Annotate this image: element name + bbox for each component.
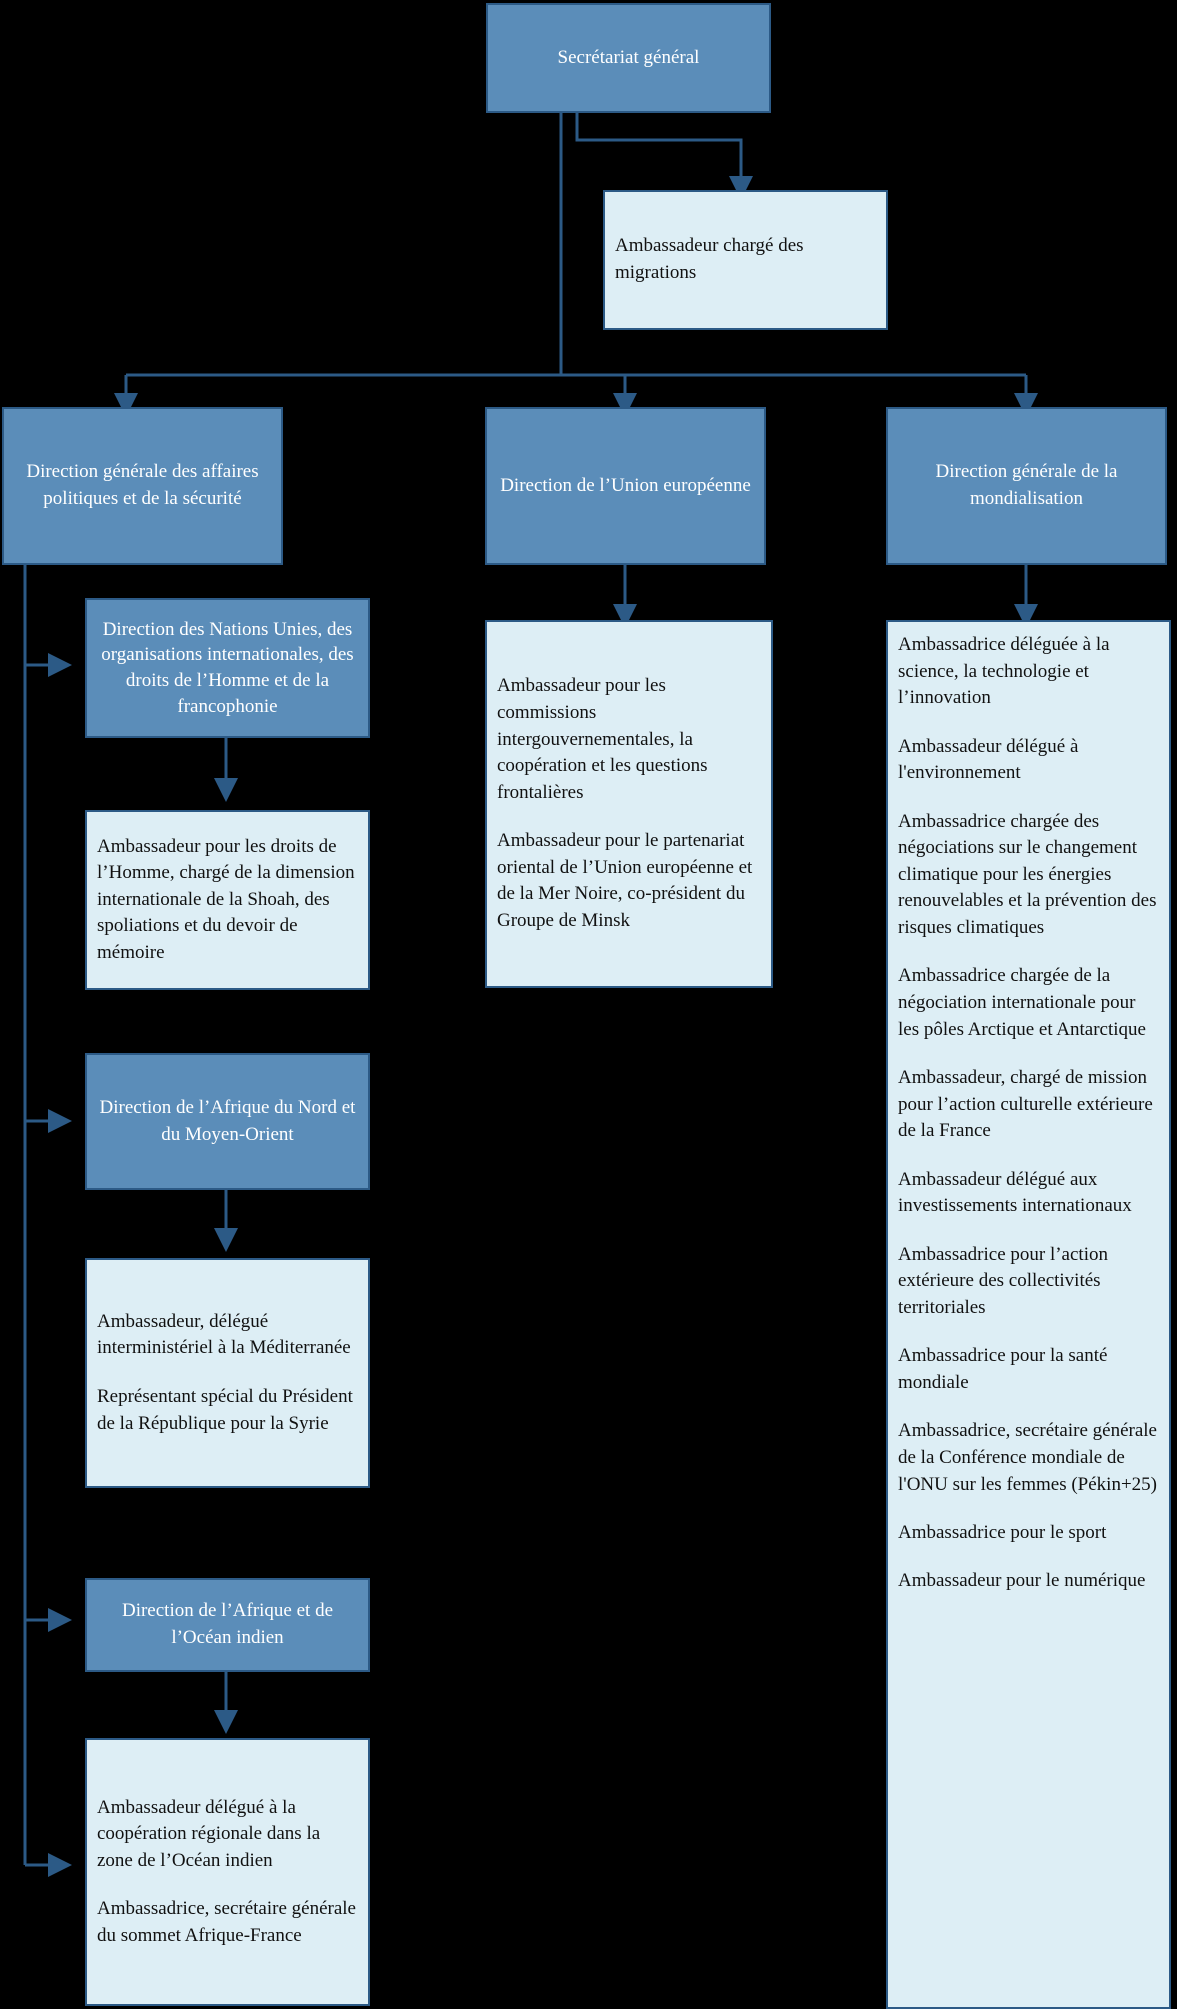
node-paragraph: Ambassadeur délégué aux investissements internationaux bbox=[898, 1168, 1132, 1217]
node-ambassadeurs-mediterranee[interactable] bbox=[85, 1258, 370, 1488]
node-ambassadeurs-union-europeenne[interactable] bbox=[485, 620, 773, 988]
node-direction-union-europeenne[interactable] bbox=[485, 407, 766, 565]
node-label: Secrétariat général bbox=[557, 47, 700, 69]
node-paragraphs bbox=[87, 1795, 368, 1950]
node-paragraphs bbox=[487, 673, 771, 934]
node-ambassadeurs-ocean-indien[interactable] bbox=[85, 1738, 370, 2006]
node-paragraphs bbox=[888, 622, 1169, 1595]
node-label: Direction de l’Union européenne bbox=[500, 474, 751, 496]
node-paragraphs bbox=[87, 1309, 368, 1437]
node-paragraph: Ambassadeur pour les commissions intergouvernementales, la coopération et les questions frontalières bbox=[497, 675, 708, 803]
node-paragraph: Ambassadrice, secrétaire générale du sommet Afrique-France bbox=[97, 1898, 356, 1946]
node-label: Ambassadeur pour les droits de l’Homme, chargé de la dimension internationale de la Shoah, des spoliations et du devoir de mémoire bbox=[97, 835, 355, 963]
node-paragraph: Ambassadeur délégué à la coopération régionale dans la zone de l’Océan indien bbox=[97, 1796, 321, 1871]
node-direction-nations-unies[interactable] bbox=[85, 598, 370, 738]
node-paragraph: Ambassadeur, délégué interministériel à la Méditerranée bbox=[97, 1310, 351, 1359]
node-paragraph: Ambassadrice, secrétaire générale de la Conférence mondiale de l'ONU sur les femmes (Pékin+25) bbox=[898, 1420, 1157, 1495]
node-paragraph: Ambassadrice pour la santé mondiale bbox=[898, 1345, 1108, 1393]
node-paragraph: Ambassadrice pour le sport bbox=[898, 1522, 1107, 1544]
node-paragraph: Ambassadeur pour le partenariat oriental de l’Union européenne et de la Mer Noire, co-président du Groupe de Minsk bbox=[497, 830, 753, 931]
node-label: Direction de l’Afrique du Nord et du Moyen-Orient bbox=[99, 1096, 356, 1145]
node-paragraph: Ambassadrice chargée de la négociation internationale pour les pôles Arctique et Antarctique bbox=[898, 965, 1146, 1040]
node-ambassadeurs-mondialisation[interactable] bbox=[886, 620, 1171, 2009]
node-direction-afrique-ocean-indien[interactable] bbox=[85, 1578, 370, 1672]
node-direction-afrique-nord[interactable] bbox=[85, 1053, 370, 1190]
node-label: Direction générale des affaires politiques et de la sécurité bbox=[26, 461, 259, 509]
node-paragraph: Représentant spécial du Président de la République pour la Syrie bbox=[97, 1385, 353, 1434]
node-label: Direction de l’Afrique et de l’Océan indien bbox=[121, 1600, 334, 1648]
node-paragraph: Ambassadeur pour le numérique bbox=[898, 1570, 1146, 1592]
node-dg-mondialisation[interactable] bbox=[886, 407, 1167, 565]
node-paragraph: Ambassadrice déléguée à la science, la technologie et l’innovation bbox=[898, 634, 1110, 709]
node-label: Ambassadeur chargé des migrations bbox=[615, 235, 804, 283]
node-label: Direction des Nations Unies, des organisations internationales, des droits de l’Homme et de la francophonie bbox=[101, 618, 354, 717]
node-paragraph: Ambassadrice chargée des négociations sur le changement climatique pour les énergies renouvelables et la prévention des risques climatiques bbox=[898, 810, 1157, 939]
node-secretariat-general[interactable] bbox=[486, 3, 771, 113]
node-paragraph: Ambassadrice pour l’action extérieure des collectivités territoriales bbox=[898, 1243, 1108, 1318]
node-ambassadeur-migrations[interactable] bbox=[603, 190, 888, 330]
node-paragraph: Ambassadeur délégué à l'environnement bbox=[898, 735, 1079, 784]
node-paragraph: Ambassadeur, chargé de mission pour l’action culturelle extérieure de la France bbox=[898, 1067, 1153, 1142]
node-ambassadeur-droits-homme[interactable] bbox=[85, 810, 370, 990]
node-label: Direction générale de la mondialisation bbox=[935, 461, 1118, 509]
node-dg-affaires-politiques[interactable] bbox=[2, 407, 283, 565]
